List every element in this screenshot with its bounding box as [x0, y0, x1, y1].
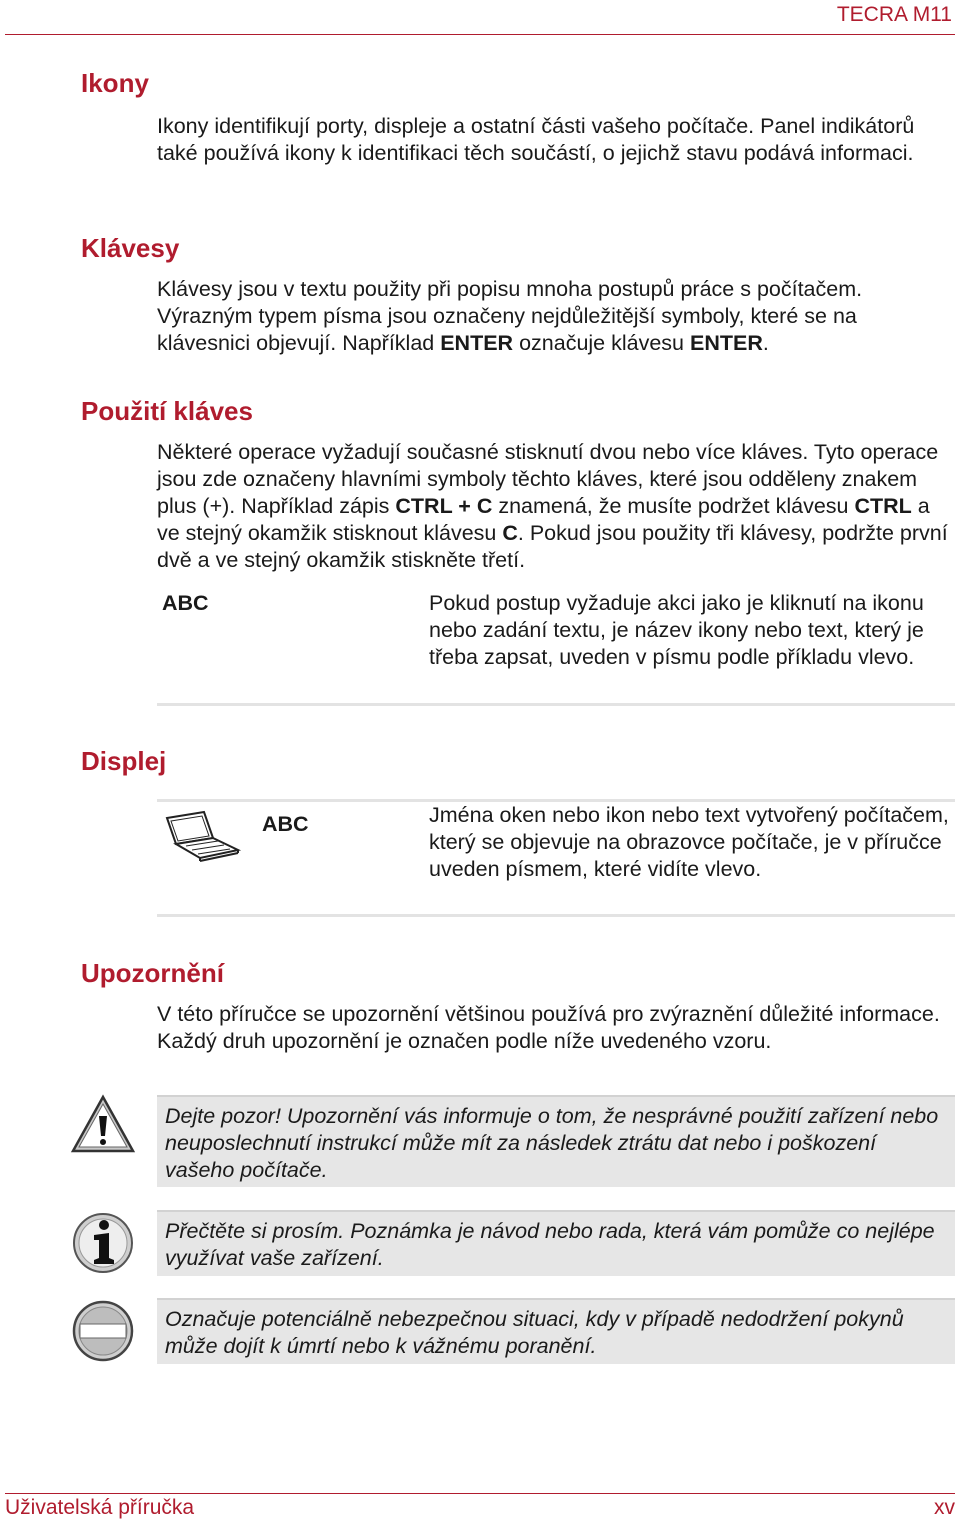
warning-triangle-icon — [70, 1094, 136, 1156]
key-combo: CTRL + C — [395, 494, 493, 518]
laptop-icon — [164, 810, 242, 862]
heading-upozorneni: Upozornění — [81, 958, 224, 988]
footer-rule — [5, 1493, 955, 1494]
note-danger-text: Označuje potenciálně nebezpečnou situaci, kdy v případě nedodržení pokynů může dojít k úmrtí nebo k vážnému poranění. — [165, 1307, 904, 1358]
header-rule — [5, 34, 955, 35]
danger-icon — [70, 1299, 136, 1363]
pouziti-row-term: ABC — [162, 591, 209, 615]
heading-displej: Displej — [81, 746, 167, 776]
footer-manual-title: Uživatelská příručka — [5, 1496, 195, 1519]
heading-klavesy: Klávesy — [81, 233, 180, 263]
heading-pouziti-klaves: Použití kláves — [81, 396, 253, 426]
pouziti-text: Některé operace vyžadují současné stisknutí dvou nebo více kláves. Tyto operace jsou zde označeny hlavními symboly těchto kláves, které jsou odděleny znakem plus (+). Například zápis CTRL + C znamená, že musíte podržet klávesu CTRL a ve stejný okamžik stisknout klávesu C. Pokud jsou použity tři klávesy, podržte první dvě a ve stejný okamžik stiskněte třetí. — [157, 440, 948, 572]
klavesy-text: Klávesy jsou v textu použity při popisu mnoha postupů práce s počítačem. Výrazným typem písma jsou označeny nejdůležitější symboly, které se na klávesnici objevují. Například ENTER označuje klávesu ENTER. — [157, 277, 863, 355]
note-danger — [157, 1298, 955, 1364]
upozorneni-text: V této příručce se upozornění většinou používá pro zvýraznění důležité informace. Každý druh upozornění je označen podle níže uvedeného vzoru. — [157, 1002, 940, 1053]
pouziti-row-rule — [157, 703, 955, 706]
note-warning-text: Dejte pozor! Upozornění vás informuje o tom, že nesprávné použití zařízení nebo neuposlechnutí instrukcí může mít za následek ztrátu dat nebo i poškození vašeho počítače. — [165, 1104, 939, 1182]
key-c: C — [502, 521, 518, 545]
key-ctrl: CTRL — [854, 494, 912, 518]
displej-row-desc: Jména oken nebo ikon nebo text vytvořený počítačem, který se objevuje na obrazovce počítače, je v příručce uveden písmem, které vidíte vlevo. — [429, 803, 949, 881]
heading-ikony: Ikony — [81, 68, 149, 98]
pouziti-row-desc: Pokud postup vyžaduje akci jako je kliknutí na ikonu nebo zadání textu, je název ikony nebo text, který je třeba zapsat, uveden v písmu podle příkladu vlevo. — [429, 591, 924, 669]
note-warning — [157, 1095, 955, 1187]
info-icon — [70, 1211, 136, 1275]
note-info — [157, 1210, 955, 1276]
note-info-text: Přečtěte si prosím. Poznámka je návod nebo rada, která vám pomůže co nejlépe využívat vaše zařízení. — [165, 1219, 935, 1270]
header-title: TECRA M11 — [836, 3, 952, 26]
displej-row-term: ABC — [262, 812, 309, 836]
displej-row-rule-bottom — [157, 914, 955, 917]
key-enter-2: ENTER — [689, 331, 763, 355]
key-enter: ENTER — [440, 331, 514, 355]
ikony-text: Ikony identifikují porty, displeje a ostatní části vašeho počítače. Panel indikátorů také používá ikony k identifikaci těch součástí, o jejichž stavu podává informaci. — [157, 114, 915, 165]
footer-page-number: xv — [934, 1496, 955, 1519]
